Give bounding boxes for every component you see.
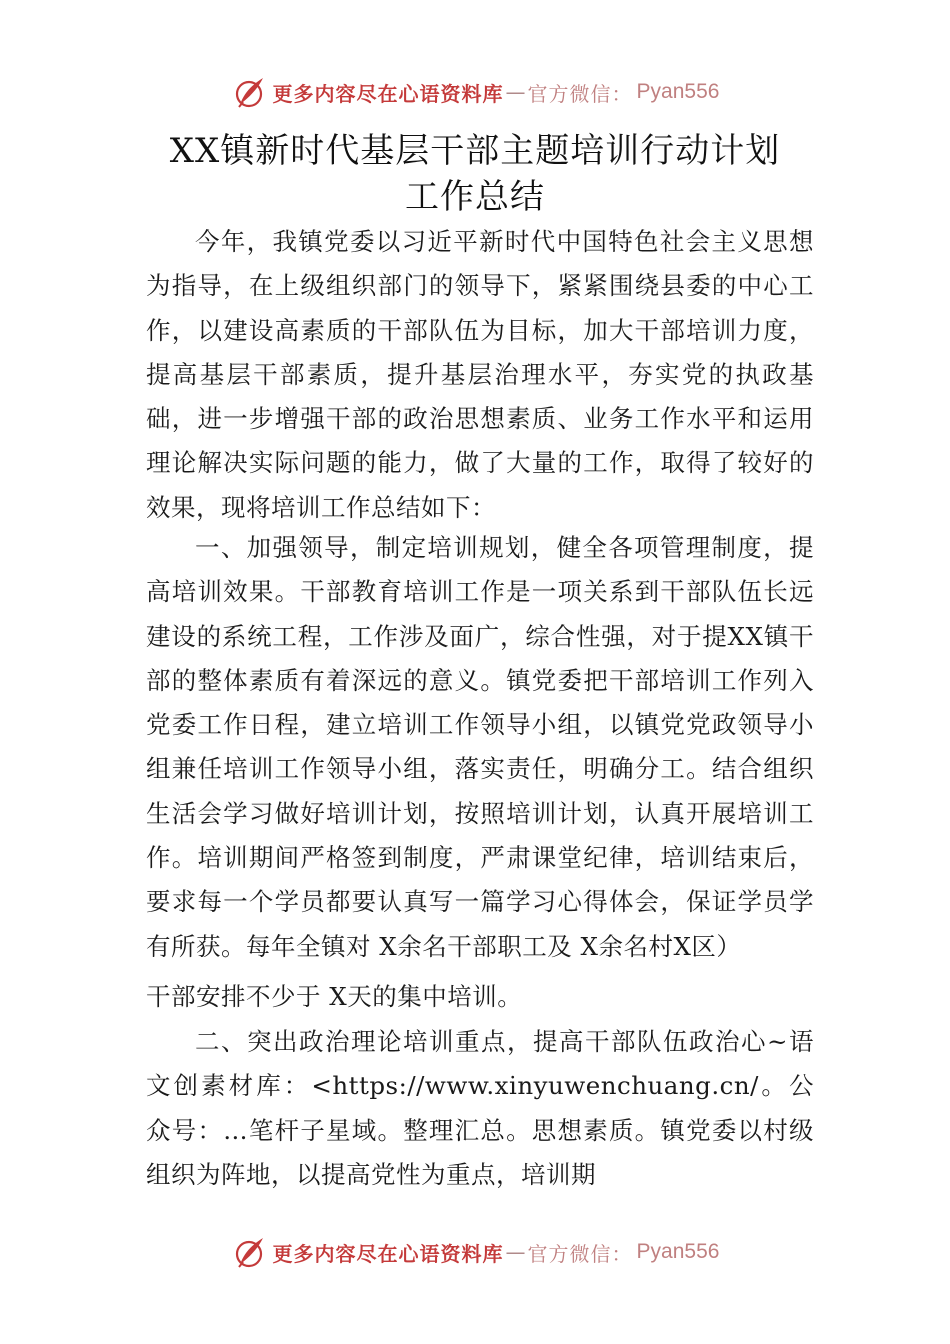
watermark-text: 更多内容尽在心语资料库 (272, 81, 504, 106)
watermark-footer (0, 1232, 950, 1272)
document-title-line1: XX镇新时代基层干部主题培训行动计划 (169, 131, 781, 171)
paragraph-text: 一、加强领导，制定培训规划，健全各项管理制度，提高培训效果。干部教育培训工作是一项关系到干部队伍长远建设的系统工程，工作涉及面广，综合性强，对于提XX镇干部的整体素质有着深远的意义。镇党委把干部培训工作列入党委工作日程，建立培训工作领导小组，以镇党党政领导小组兼任培训工作领导小组，落实责任，明确分工。结合组织生活会学习做好培训计划，按照培训计划，认真开展培训工作。培训期间严格签到制度，严肃课堂纪律，培训结束后，要求每一个学员都要认真写一篇学习心得体会，保证学员学有所获。每年全镇对 X余名干部职工及 X余名村X区） (146, 533, 814, 961)
watermark-wechat-label: 官方微信： (527, 1241, 633, 1266)
watermark-wechat-id: Pyan556 (636, 1240, 720, 1263)
paragraph-section-1 (146, 526, 814, 969)
paragraph-text: 今年，我镇党委以习近平新时代中国特色社会主义思想为指导，在上级组织部门的领导下，紧紧围绕县委的中心工作，以建设高素质的干部队伍为目标，加大干部培训力度，提高基层干部素质，提升基层治理水平，夯实党的执政基础，进一步增强干部的政治思想素质、业务工作水平和运用理论解决实际问题的能力，做了大量的工作，取得了较好的效果，现将培训工作总结如下： (146, 227, 814, 522)
watermark-separator: — (505, 80, 526, 104)
paragraph-section-1-continued (146, 975, 814, 1019)
watermark-text: 更多内容尽在心语资料库 (272, 1241, 504, 1266)
quill-logo-icon (231, 1234, 267, 1270)
quill-logo-icon (231, 74, 267, 110)
paragraph-text: 二、突出政治理论培训重点，提高干部队伍政治心~语文创素材库：<https://www.xinyuwenchuang.cn/。公众号：…笔杆子星域。整理汇总。思想素质。镇党委以村级组织为阵地，以提高党性为重点，培训期 (146, 1027, 814, 1189)
document-title-line2: 工作总结 (405, 177, 545, 217)
paragraph-intro (146, 220, 814, 530)
paragraph-section-2 (146, 1020, 814, 1197)
watermark-wechat-id: Pyan556 (636, 80, 720, 103)
watermark-separator: — (505, 1240, 526, 1264)
watermark-wechat-label: 官方微信： (527, 81, 633, 106)
watermark-header (0, 72, 950, 112)
paragraph-text: 干部安排不少于 X天的集中培训。 (146, 982, 523, 1011)
